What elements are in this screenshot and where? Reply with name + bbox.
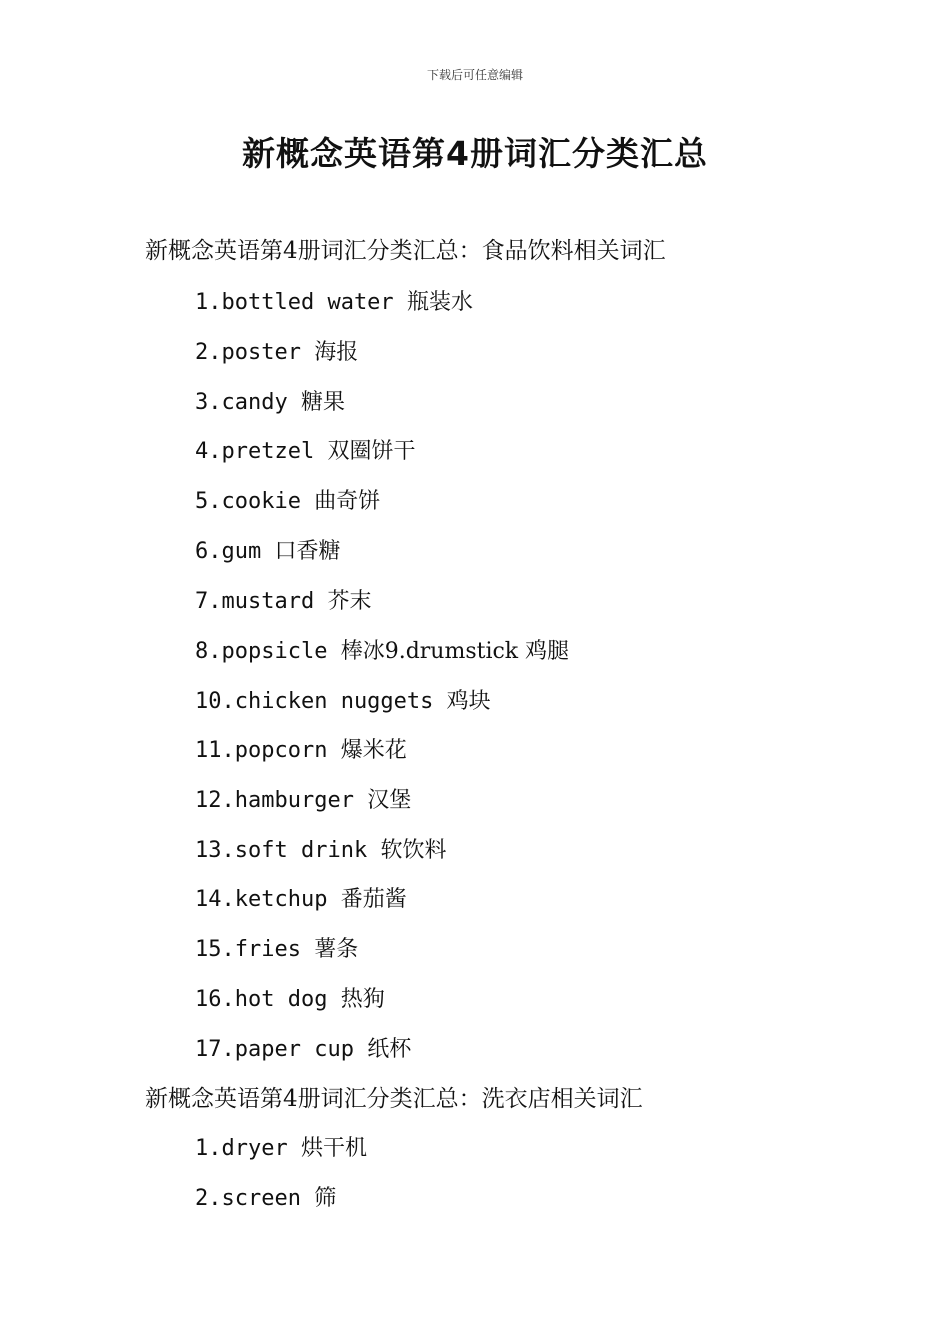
vocab-item: [195, 584, 371, 615]
vocab-item: [195, 982, 385, 1013]
vocab-chinese: 软饮料: [380, 838, 447, 863]
vocab-item: [195, 833, 446, 864]
vocab-chinese: 糖果: [300, 390, 345, 415]
vocab-english: 13.soft drink: [195, 838, 368, 863]
vocab-item: [195, 634, 569, 665]
vocab-item: [195, 484, 380, 515]
vocab-item: [195, 1032, 411, 1063]
vocab-item: [195, 684, 491, 715]
vocab-chinese: 薯条: [314, 937, 359, 962]
vocab-english: 16.hot dog: [195, 987, 328, 1012]
vocab-chinese: 热狗: [340, 987, 385, 1012]
vocab-english: 2.screen: [195, 1186, 301, 1211]
vocab-english: 17.paper cup: [195, 1037, 354, 1062]
vocab-item: [195, 434, 415, 465]
vocab-item: [195, 1181, 336, 1212]
vocab-english: 4.pretzel: [195, 439, 315, 464]
vocab-chinese: 番茄酱: [340, 887, 407, 912]
vocab-chinese: 鸡块: [446, 689, 491, 714]
vocab-item: [195, 932, 358, 963]
section-heading-food: 新概念英语第4册词汇分类汇总：食品饮料相关词汇: [145, 238, 666, 264]
vocab-english: 8.popsicle: [195, 639, 328, 664]
vocab-item: [195, 534, 341, 565]
vocab-chinese: 芥末: [327, 589, 372, 614]
vocab-english: 3.candy: [195, 390, 288, 415]
vocab-english: 11.popcorn: [195, 738, 328, 763]
vocab-english: 5.cookie: [195, 489, 301, 514]
vocab-chinese: 纸杯: [367, 1037, 412, 1062]
vocab-english: 12.hamburger: [195, 788, 354, 813]
document-title: 新概念英语第4册词汇分类汇总: [242, 134, 708, 173]
vocab-chinese: 双圈饼干: [327, 439, 416, 464]
vocab-chinese: 棒冰9.drumstick 鸡腿: [340, 639, 570, 664]
vocab-item: [195, 733, 407, 764]
vocab-chinese: 曲奇饼: [314, 489, 381, 514]
vocab-item: [195, 1131, 367, 1162]
vocab-chinese: 瓶装水: [406, 290, 473, 315]
vocab-english: 15.fries: [195, 937, 301, 962]
section-heading-laundry: 新概念英语第4册词汇分类汇总：洗衣店相关词汇: [145, 1086, 643, 1112]
vocab-english: 2.poster: [195, 340, 301, 365]
vocab-english: 14.ketchup: [195, 887, 328, 912]
header-note: 下载后可任意编辑: [426, 68, 523, 82]
vocab-chinese: 爆米花: [340, 738, 407, 763]
vocab-item: [195, 882, 407, 913]
vocab-english: 7.mustard: [195, 589, 315, 614]
vocab-english: 1.dryer: [195, 1136, 288, 1161]
vocab-chinese: 海报: [314, 340, 359, 365]
vocab-chinese: 筛: [314, 1186, 337, 1211]
vocab-english: 1.bottled water: [195, 290, 394, 315]
vocab-english: 6.gum: [195, 539, 262, 564]
vocab-item: [195, 385, 345, 416]
vocab-chinese: 口香糖: [274, 539, 341, 564]
vocab-chinese: 汉堡: [367, 788, 412, 813]
vocab-english: 10.chicken nuggets: [195, 689, 434, 714]
vocab-item: [195, 335, 358, 366]
vocab-item: [195, 783, 411, 814]
vocab-chinese: 烘干机: [300, 1136, 367, 1161]
vocab-item: [195, 285, 473, 316]
